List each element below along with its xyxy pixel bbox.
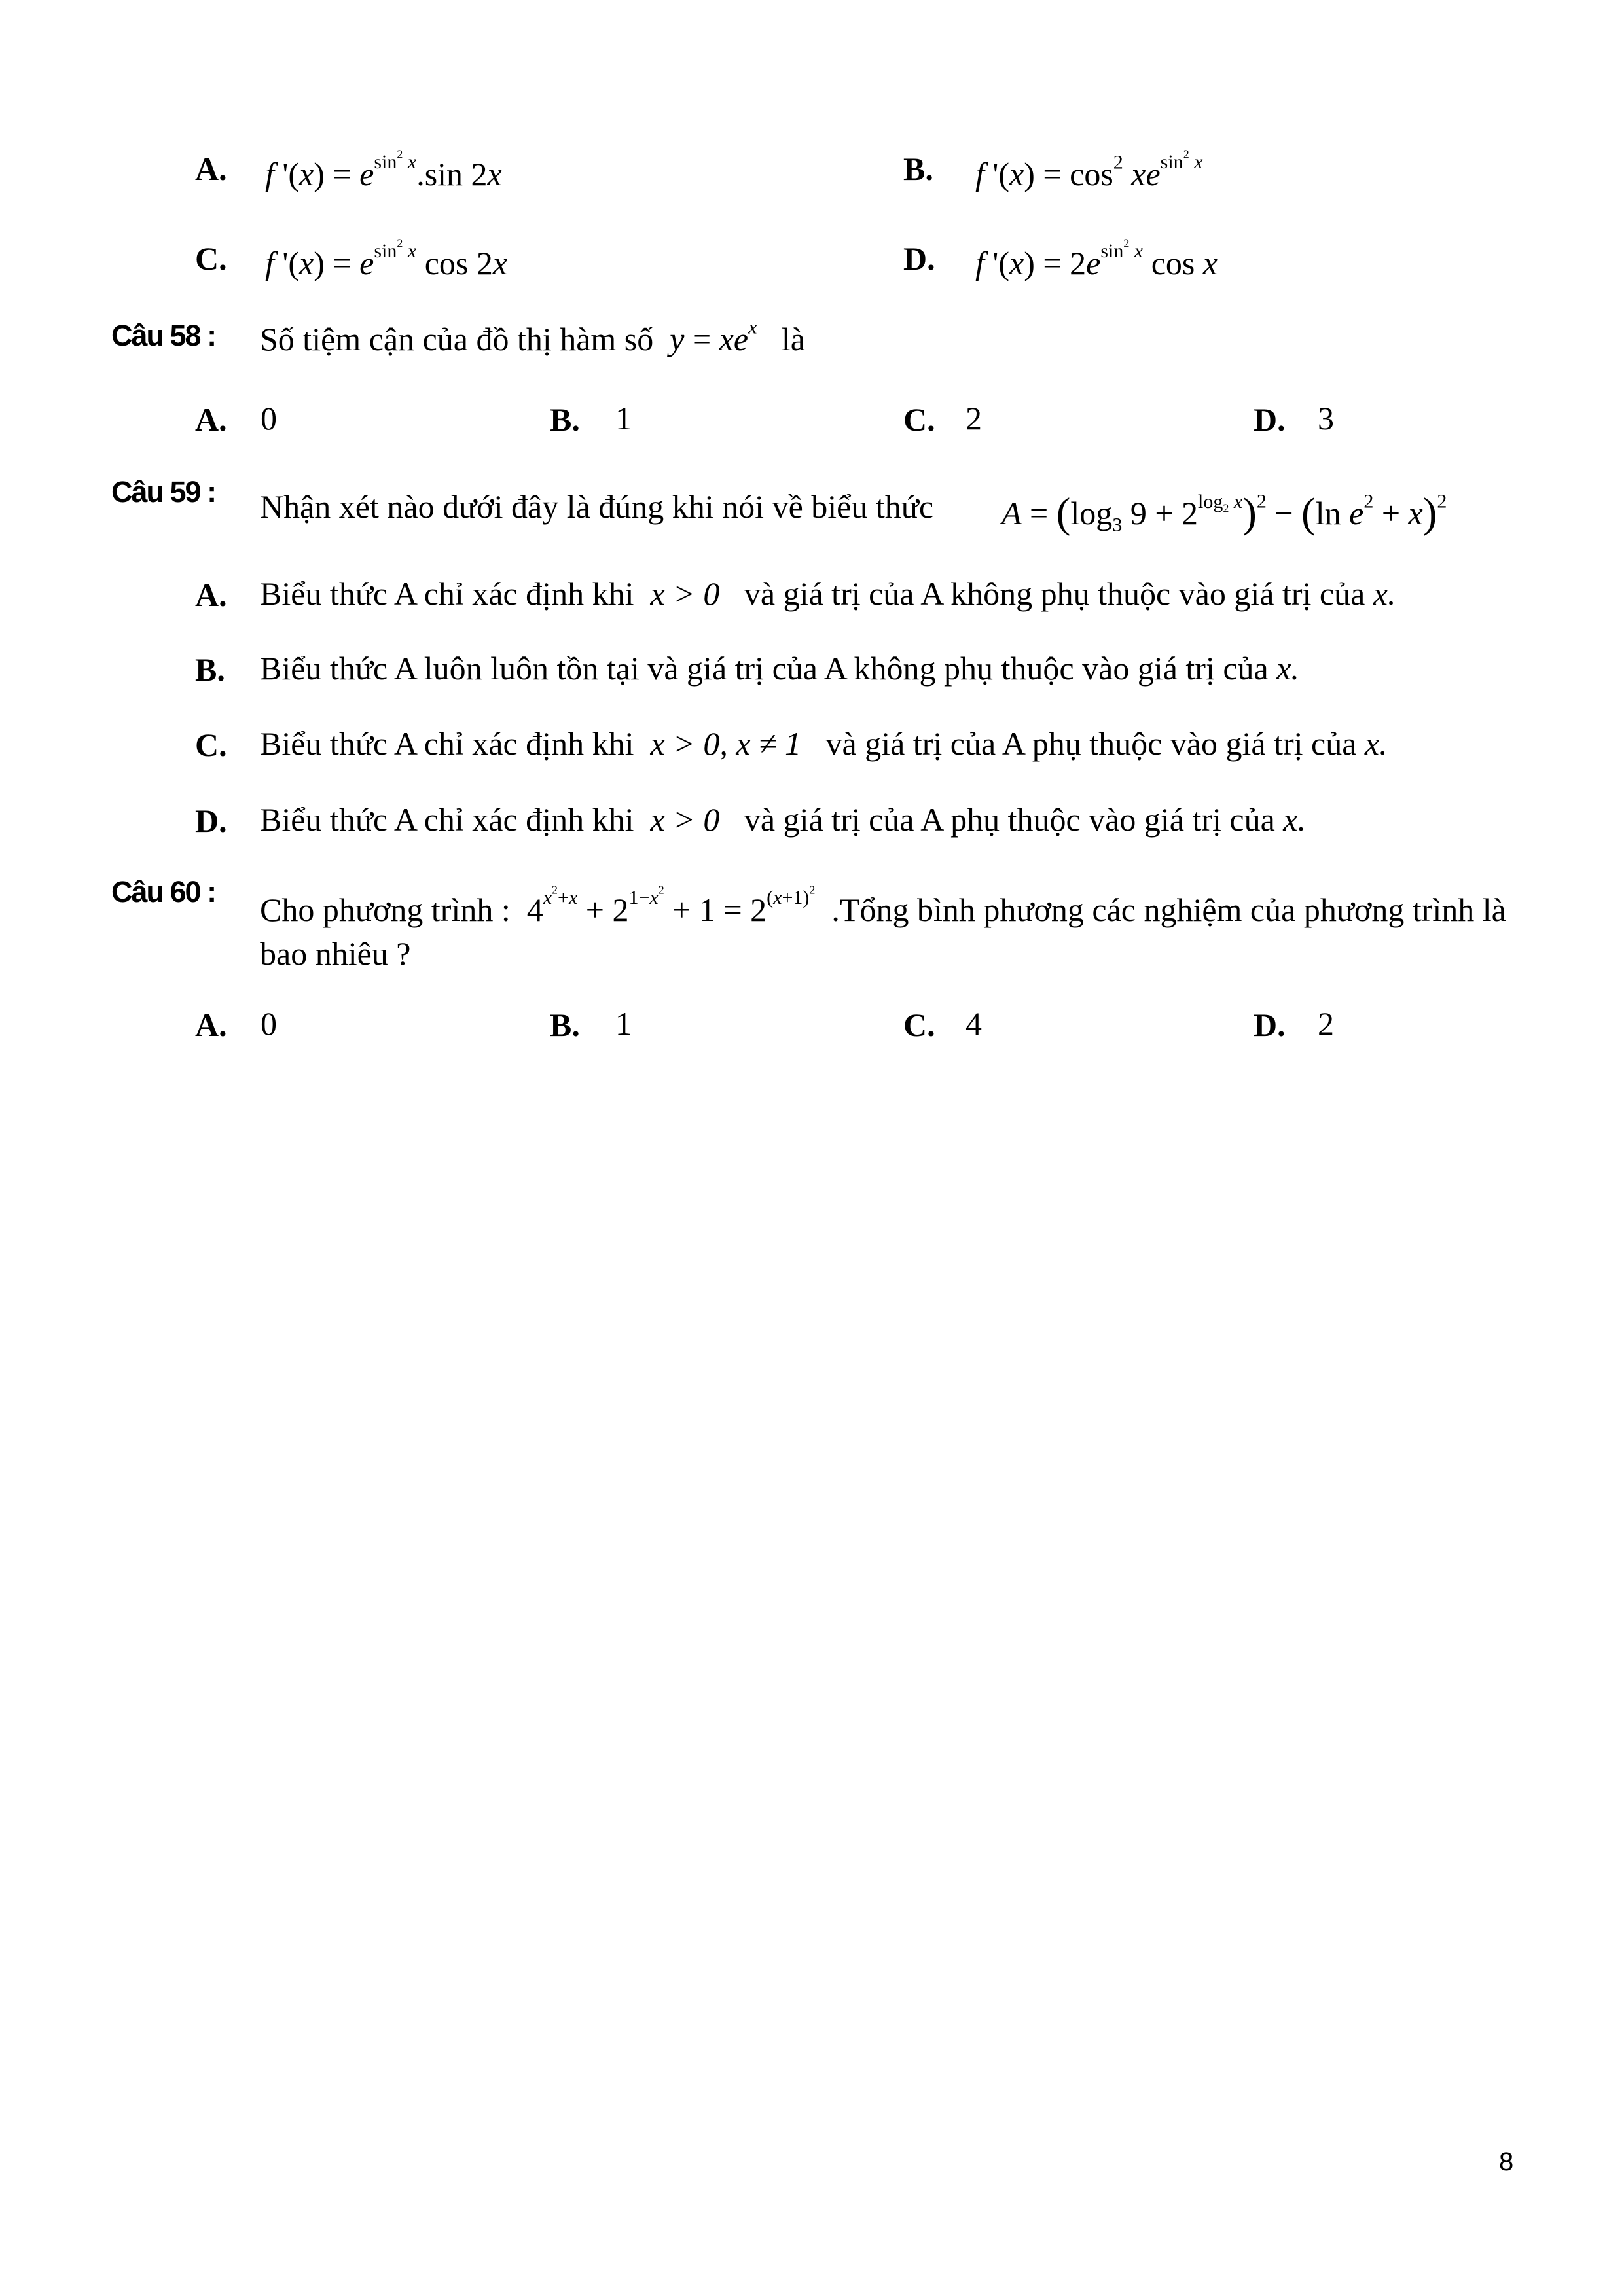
q59-option-c-text2: và giá trị của A phụ thuộc vào giá trị của bbox=[825, 725, 1357, 762]
q57-option-a-formula bbox=[265, 148, 502, 192]
q59-option-c-var: x. bbox=[1364, 725, 1388, 762]
q58-text-before: Số tiệm cận của đồ thị hàm số bbox=[260, 321, 654, 357]
q58-option-d-value: 3 bbox=[1318, 400, 1334, 437]
q59-label: Câu 59 : bbox=[111, 475, 216, 509]
q59-option-d-text2: và giá trị của A phụ thuộc vào giá trị của bbox=[744, 801, 1275, 838]
q59-option-d-cond: x > 0 bbox=[650, 801, 720, 838]
q60-option-d-label: D. bbox=[1254, 1007, 1286, 1043]
q58-option-a-label: A. bbox=[195, 401, 227, 438]
q59-option-d-var: x. bbox=[1283, 801, 1306, 838]
q59-option-c-cond: x > 0, x ≠ 1 bbox=[650, 725, 802, 762]
q57-option-b-label: B. bbox=[903, 151, 933, 187]
q58-formula: $y = xe^x$ bbox=[670, 316, 757, 357]
q60-formula: $4^{x^2+x} + 2^{1-x^2} + 1 = 2^{(x+1)^2}$ bbox=[526, 884, 816, 928]
q59-formula bbox=[1001, 490, 1447, 537]
page-number: 8 bbox=[1499, 2147, 1514, 2176]
q59-option-d-text1: Biểu thức A chỉ xác định khi bbox=[260, 801, 634, 838]
q60-stem-line2: bao nhiêu ? bbox=[260, 935, 411, 972]
q59-option-a bbox=[260, 577, 1396, 610]
q59-option-c-text1: Biểu thức A chỉ xác định khi bbox=[260, 725, 634, 762]
q57-option-c-label: C. bbox=[195, 240, 227, 277]
q59-option-a-label: A. bbox=[195, 577, 227, 613]
q58-text-after: là bbox=[781, 321, 805, 357]
q59-option-c-label: C. bbox=[195, 726, 227, 763]
q59-option-c bbox=[260, 727, 1388, 760]
q59-option-d-label: D. bbox=[195, 802, 227, 839]
q59-option-d bbox=[260, 803, 1306, 836]
q58-option-b-label: B. bbox=[550, 401, 580, 438]
q59-option-b-label: B. bbox=[195, 651, 225, 688]
q57-option-d-formula-text: f '$(x) = 2e^{sin^2 x}$ cos x bbox=[975, 237, 1218, 281]
q60-option-a-value: 0 bbox=[261, 1005, 277, 1042]
q59-option-a-var: x. bbox=[1373, 575, 1396, 612]
q57-option-c-formula bbox=[265, 237, 508, 281]
q57-option-b-formula-text: f '$(x) = \cos^2 xe^{sin^2 x}$ bbox=[975, 148, 1203, 192]
q60-label: Câu 60 : bbox=[111, 875, 216, 908]
q59-option-b bbox=[260, 652, 1299, 685]
q58-option-b-value: 1 bbox=[615, 400, 632, 437]
q60-option-c-value: 4 bbox=[965, 1005, 982, 1042]
q57-option-d-label: D. bbox=[903, 240, 935, 277]
q59-formula-text: $A = (\log_3$ $9 + 2^{log_2 x})^2 - (\ln$ $e^2 + x)^2$ bbox=[1001, 490, 1447, 537]
q60-option-a-label: A. bbox=[195, 1007, 227, 1043]
q60-option-c-label: C. bbox=[903, 1007, 935, 1043]
q60-stem-line1 bbox=[260, 884, 1506, 928]
q59-option-b-text1: Biểu thức A luôn luôn tồn tại và giá trị của A không phụ thuộc vào giá trị của bbox=[260, 650, 1269, 687]
q58-option-d-label: D. bbox=[1254, 401, 1286, 438]
q59-option-a-text1: Biểu thức A chỉ xác định khi bbox=[260, 575, 634, 612]
q60-text-after: .Tổng bình phương các nghiệm của phương trình là bbox=[831, 891, 1506, 928]
q60-text-before: Cho phương trình : bbox=[260, 891, 511, 928]
q59-option-b-var: x. bbox=[1276, 650, 1299, 687]
q58-option-c-value: 2 bbox=[965, 400, 982, 437]
q60-option-b-label: B. bbox=[550, 1007, 580, 1043]
q60-option-d-value: 2 bbox=[1318, 1005, 1334, 1042]
q59-text: Nhận xét nào dưới đây là đúng khi nói về biểu thức bbox=[260, 488, 934, 525]
q59-option-a-cond: x > 0 bbox=[650, 575, 720, 612]
q57-option-b-formula bbox=[975, 148, 1203, 192]
q57-option-c-formula-text: f '$(x) = e^{sin^2 x}$ cos 2x bbox=[265, 237, 508, 281]
q57-option-a-label: A. bbox=[195, 151, 227, 187]
q58-stem bbox=[260, 316, 805, 357]
q58-label: Câu 58 : bbox=[111, 319, 216, 352]
q58-option-c-label: C. bbox=[903, 401, 935, 438]
q60-option-b-value: 1 bbox=[615, 1005, 632, 1042]
q59-option-a-text2: và giá trị của A không phụ thuộc vào giá trị của bbox=[744, 575, 1365, 612]
q57-option-a-formula-text: f '$(x) = e^{sin^2 x}.\sin$ 2x bbox=[265, 148, 502, 192]
q57-option-d-formula bbox=[975, 237, 1218, 281]
q58-option-a-value: 0 bbox=[261, 400, 277, 437]
